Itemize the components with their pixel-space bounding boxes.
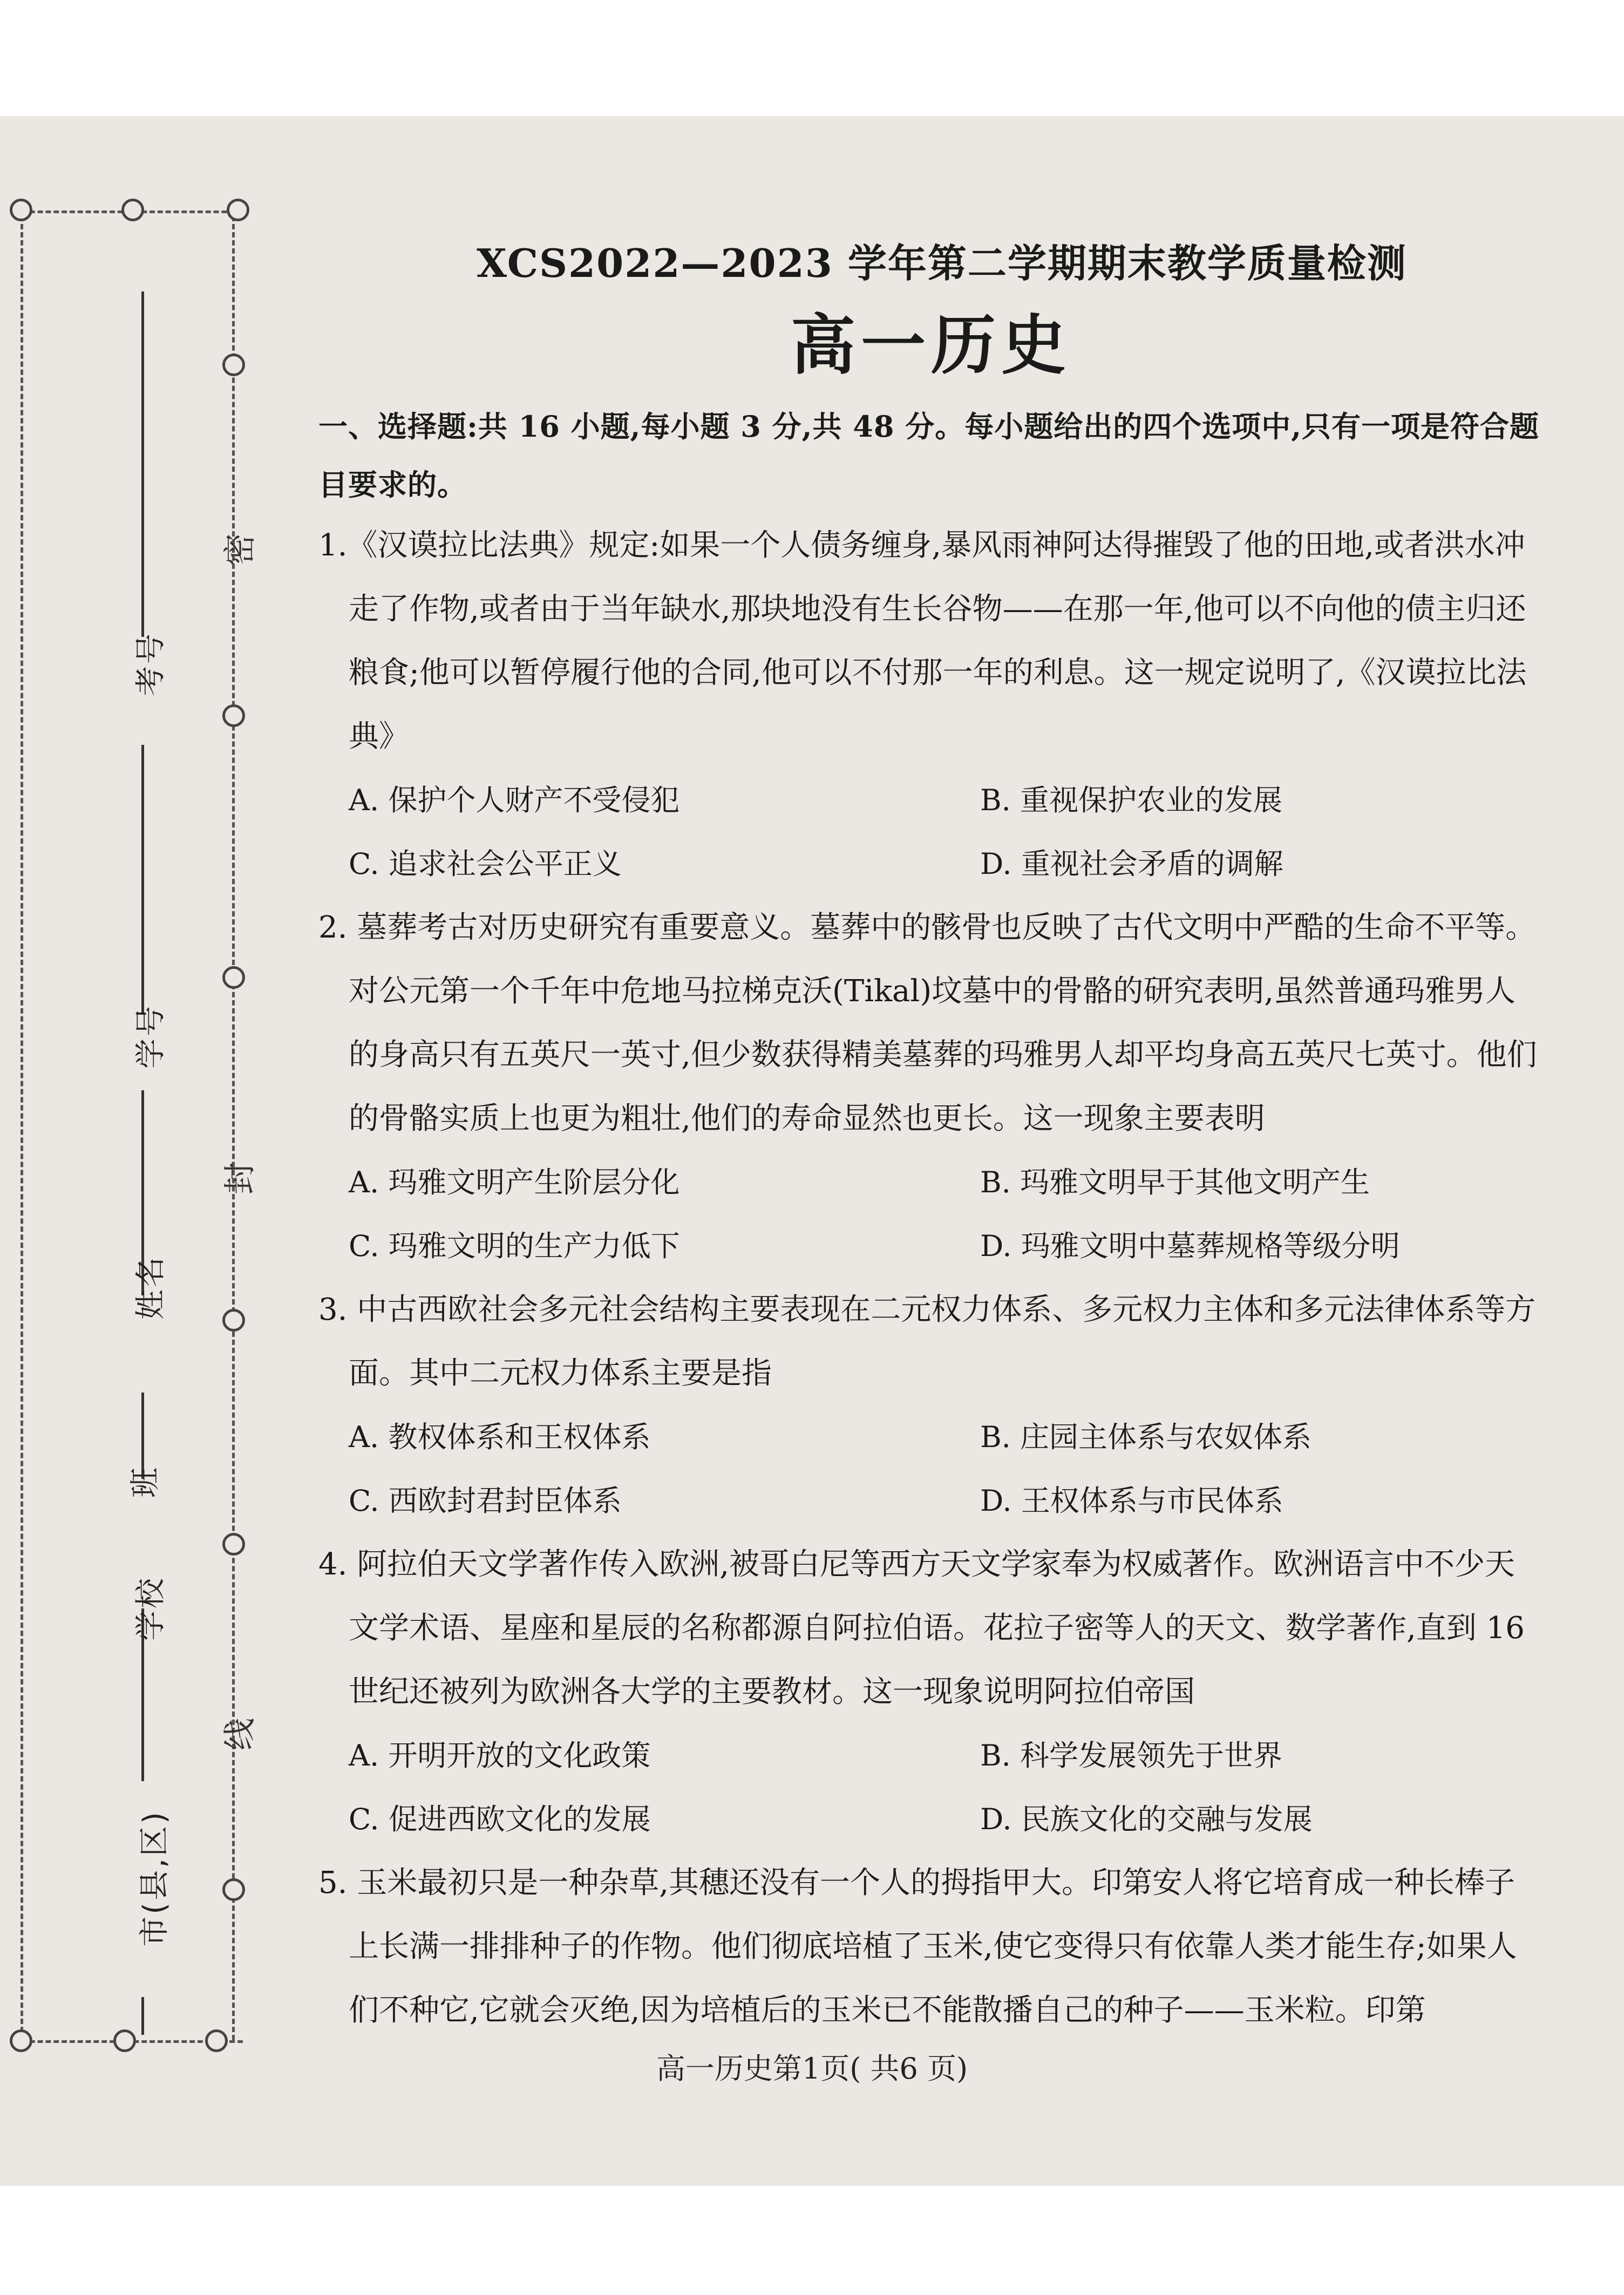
option-grid: [349, 1724, 1544, 1851]
school-label: 学校: [133, 1576, 168, 1641]
question-4: [318, 1533, 1544, 1851]
exam-number-label: 考号: [133, 632, 168, 696]
student-number-label: 学号: [133, 1004, 168, 1069]
option-b: B. 庄园主体系与农奴体系: [980, 1420, 1312, 1454]
option-grid: [349, 1151, 1544, 1278]
student-number-line[interactable]: [141, 745, 144, 1015]
right-dashed-line: [232, 216, 235, 2040]
punch-circle: [222, 1533, 245, 1556]
punch-circle: [222, 966, 245, 989]
option-d: D. 民族文化的交融与发展: [980, 1802, 1313, 1836]
question-stem: 2. 墓葬考古对历史研究有重要意义。墓葬中的骸骨也反映了古代文明中严酷的生命不平等。对公元第一个千年中危地马拉梯克沃(Tikal)坟墓中的骨骼的研究表明,虽然普通玛雅男人的身高只有五英尺一英寸,但少数获得精美墓葬的玛雅男人却平均身高五英尺七英寸。他们的骨骼实质上也更为粗壮,他们的寿命显然也更长。这一现象主要表明: [318, 910, 1537, 1136]
question-5: [318, 1851, 1544, 2042]
option-d: D. 王权体系与市民体系: [980, 1484, 1283, 1518]
punch-circle: [121, 199, 144, 221]
punch-circle: [222, 1878, 245, 1901]
option-a: A. 开明开放的文化政策: [349, 1739, 651, 1773]
question-stem: 3. 中古西欧社会多元社会结构主要表现在二元权力体系、多元权力主体和多元法律体系等方面。其中二元权力体系主要是指: [318, 1292, 1536, 1391]
option-grid: [349, 769, 1544, 896]
city-line[interactable]: [141, 1997, 144, 2035]
exam-content: [318, 232, 1544, 2042]
exam-title: XCS2022—2023 学年第二学期期末教学质量检测: [477, 240, 1407, 286]
option-a: A. 保护个人财产不受侵犯: [349, 783, 680, 817]
punch-circle: [227, 199, 249, 221]
option-a: A. 教权体系和王权体系: [349, 1420, 651, 1454]
option-b: B. 重视保护农业的发展: [980, 783, 1283, 817]
seal-mark-xian: 线: [221, 1718, 259, 1750]
punch-circle: [222, 1309, 245, 1332]
question-stem: 4. 阿拉伯天文学著作传入欧洲,被哥白尼等西方天文学家奉为权威著作。欧洲语言中不少天文学术语、星座和星辰的名称都源自阿拉伯语。花拉子密等人的天文、数学著作,直到 16 世纪还被列为欧洲各大学的主要教材。这一现象说明阿拉伯帝国: [318, 1547, 1525, 1709]
question-3: [318, 1278, 1544, 1533]
option-grid: [349, 1405, 1544, 1533]
section-instructions: 一、选择题:共 16 小题,每小题 3 分,共 48 分。每小题给出的四个选项中,只有一项是符合题目要求的。: [318, 409, 1539, 502]
option-d: D. 重视社会矛盾的调解: [980, 847, 1283, 881]
question-stem: 1.《汉谟拉比法典》规定:如果一个人债务缠身,暴风雨神阿达得摧毁了他的田地,或者洪水冲走了作物,或者由于当年缺水,那块地没有生长谷物——在那一年,他可以不向他的债主归还粮食;他可以暂停履行他的合同,他可以不付那一年的利息。这一规定说明了,《汉谟拉比法典》: [318, 528, 1527, 754]
option-c: C. 促进西欧文化的发展: [349, 1802, 651, 1836]
option-c: C. 玛雅文明的生产力低下: [349, 1229, 680, 1263]
punch-circle: [222, 354, 245, 376]
exam-subject: 高一历史: [791, 307, 1071, 383]
option-d: D. 玛雅文明中墓葬规格等级分明: [980, 1229, 1400, 1263]
option-a: A. 玛雅文明产生阶层分化: [349, 1165, 680, 1199]
question-2: [318, 896, 1544, 1278]
option-c: C. 追求社会公平正义: [349, 847, 622, 881]
seal-mark-mi: 密: [221, 533, 259, 566]
option-b: B. 科学发展领先于世界: [980, 1739, 1283, 1773]
question-stem: 5. 玉米最初只是一种杂草,其穗还没有一个人的拇指甲大。印第安人将它培育成一种长棒子上长满一排排种子的作物。他们彻底培植了玉米,使它变得只有依靠人类才能生存;如果人们不种它,它就会灭绝,因为培植后的玉米已不能散播自己的种子——玉米粒。印第: [318, 1865, 1517, 2028]
punch-circle: [222, 704, 245, 727]
name-label: 姓名: [133, 1255, 168, 1320]
class-label: 班: [128, 1465, 163, 1498]
left-dashed-line: [21, 216, 23, 2040]
punch-circle: [10, 199, 32, 221]
city-label: 市(县,区): [137, 1810, 172, 1947]
question-1: [318, 514, 1544, 896]
exam-number-line[interactable]: [141, 291, 144, 637]
option-b: B. 玛雅文明早于其他文明产生: [980, 1165, 1370, 1199]
option-c: C. 西欧封君封臣体系: [349, 1484, 622, 1518]
binding-margin: [0, 205, 270, 2062]
page-footer: 高一历史第1页( 共6 页): [656, 2052, 968, 2086]
seal-mark-feng: 封: [221, 1162, 259, 1194]
